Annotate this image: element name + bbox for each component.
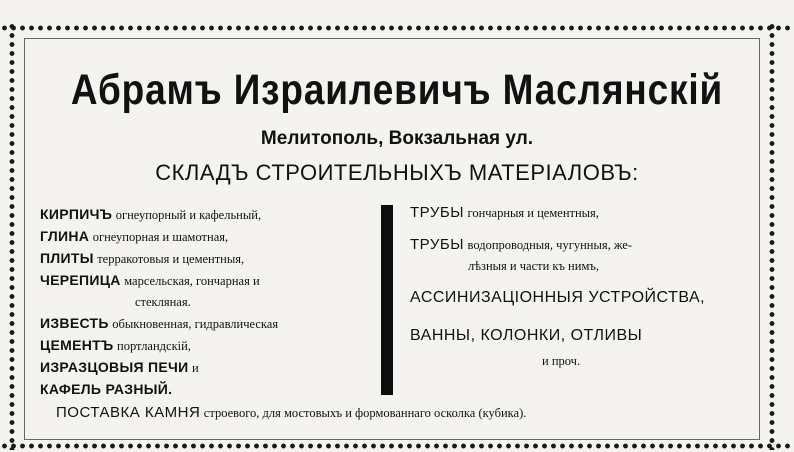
list-item <box>40 379 370 401</box>
list-item <box>40 335 370 357</box>
list-item <box>40 270 370 292</box>
item-desc: обыкновенная, гидравлическая <box>112 317 279 331</box>
list-item <box>410 351 740 372</box>
ornamental-border-bottom <box>0 440 794 452</box>
ornamental-border-top <box>0 22 794 34</box>
item-headword: ЦЕМЕНТЪ <box>40 337 114 353</box>
item-desc: водопроводныя, чугунныя, же- <box>467 238 633 252</box>
materials-list-left <box>40 204 370 401</box>
footer-line <box>56 404 756 422</box>
item-headword: ВАННЫ, КОЛОНКИ, ОТЛИВЫ <box>410 327 643 344</box>
ornamental-border-right <box>766 22 778 450</box>
item-headword: КИРПИЧЪ <box>40 206 113 222</box>
list-item-continuation <box>40 292 370 313</box>
address: Мелитополь, Вокзальная ул. <box>260 128 534 149</box>
item-headword: АССИНИЗАЦІОННЫЯ УСТРОЙСТВА, <box>410 289 706 306</box>
item-headword: ТРУБЫ <box>410 236 464 253</box>
list-item <box>40 357 370 379</box>
item-desc: марсельская, гончарная и <box>124 274 260 288</box>
item-desc: гончарныя и цементныя, <box>467 206 599 220</box>
list-item <box>410 202 740 224</box>
item-desc: огнеупорная и шамотная, <box>92 230 229 244</box>
item-headword: ИЗРАЗЦОВЫЯ ПЕЧИ <box>40 359 189 375</box>
list-item <box>40 248 370 270</box>
item-headword: ЧЕРЕПИЦА <box>40 272 121 288</box>
item-desc: огнеупорный и кафельный, <box>115 208 262 222</box>
footer-desc: строевого, для мостовыхъ и формованнаго осколка (кубика). <box>203 406 527 420</box>
item-headword: КАФЕЛЬ РАЗНЫЙ. <box>40 381 173 397</box>
list-item <box>40 313 370 335</box>
merchant-name: Абрамъ Израилевичъ Маслянскій <box>70 66 724 114</box>
item-desc: лѣзныя и части къ нимъ, <box>468 259 599 273</box>
section-heading: СКЛАДЪ СТРОИТЕЛЬНЫХЪ МАТЕРІАЛОВЪ: <box>155 160 639 185</box>
item-desc: и проч. <box>542 354 581 368</box>
list-item <box>40 226 370 248</box>
item-headword: ПЛИТЫ <box>40 250 94 266</box>
footer-headword: ПОСТАВКА КАМНЯ <box>56 404 201 421</box>
item-desc: и <box>192 361 199 375</box>
item-desc: терракотовыя и цементныя, <box>97 252 245 266</box>
item-desc: портландскій, <box>117 339 191 353</box>
item-headword: ГЛИНА <box>40 228 90 244</box>
list-item <box>410 234 740 256</box>
item-headword: ТРУБЫ <box>410 204 464 221</box>
list-item-continuation <box>410 256 740 277</box>
item-headword: ИЗВЕСТЬ <box>40 315 109 331</box>
ornamental-border-left <box>6 22 18 450</box>
list-item <box>410 325 740 347</box>
list-item <box>410 287 740 309</box>
list-item <box>40 204 370 226</box>
column-divider-bar <box>381 205 393 395</box>
materials-list-right <box>410 202 740 372</box>
item-desc: стекляная. <box>135 295 191 309</box>
